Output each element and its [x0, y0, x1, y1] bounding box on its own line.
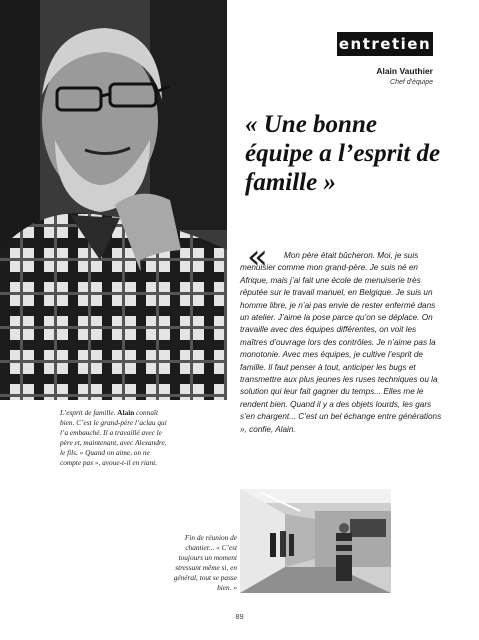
corridor-illustration	[240, 489, 391, 593]
headline: « Une bonne équipe a l’esprit de famille »	[245, 111, 441, 196]
body-text: Mon père était bûcheron. Moi, je suis menuisier comme mon grand-père. Je suis né en Afrique, mais j’ai fait une école de menuiserie très réputée sur le travail manuel, en Belgique. Je suis un homme libre, je n’ai pas envie de rester enfermé dans un atelier. J’aime la pose parce qu’on se déplace. On travaille avec des équipes différentes, on voit les maîtres d’ouvrage lors des contrôles. Je n’aime pas la monotonie. Avec mes équipes, je cultive l’esprit de famille. Il faut penser à tout, anticiper les bugs et transmettre aux plus jeunes les ruses techniques ou la solution qui leur fait gagner du temps... Elles me le rendent bien. Quand il y a des objets lourds, les gars s’en chargent... C’est un bel échange entre générations », confie, Alain.	[240, 251, 442, 434]
page-number: 89	[235, 612, 244, 621]
caption-left-before: L’esprit de famille.	[60, 408, 118, 417]
caption-left-after: connaît bien. C’est le grand-père l’aclau qui l’a embauché. Il a travaillé avec le père et, maintenant, avec Alexandre, le fils. « Quand on aime, on ne compte pas », avoue-t-il en riant.	[60, 408, 167, 467]
portrait-photo	[0, 0, 227, 400]
site-meeting-photo	[240, 489, 391, 593]
section-badge: entretien	[337, 32, 433, 56]
portrait-illustration	[0, 0, 227, 400]
interview-body	[240, 250, 443, 436]
caption-left-name: Alain	[117, 408, 135, 417]
meeting-caption: Fin de réunion de chantier... « C’est toujours un moment stressant même si, en général, tout se passe bien. »	[173, 533, 237, 592]
portrait-caption	[60, 408, 172, 468]
author-name: Alain Vauthier	[376, 66, 433, 76]
opening-quote-mark: «	[247, 237, 268, 277]
author-role: Chef d'équipe	[390, 79, 433, 86]
